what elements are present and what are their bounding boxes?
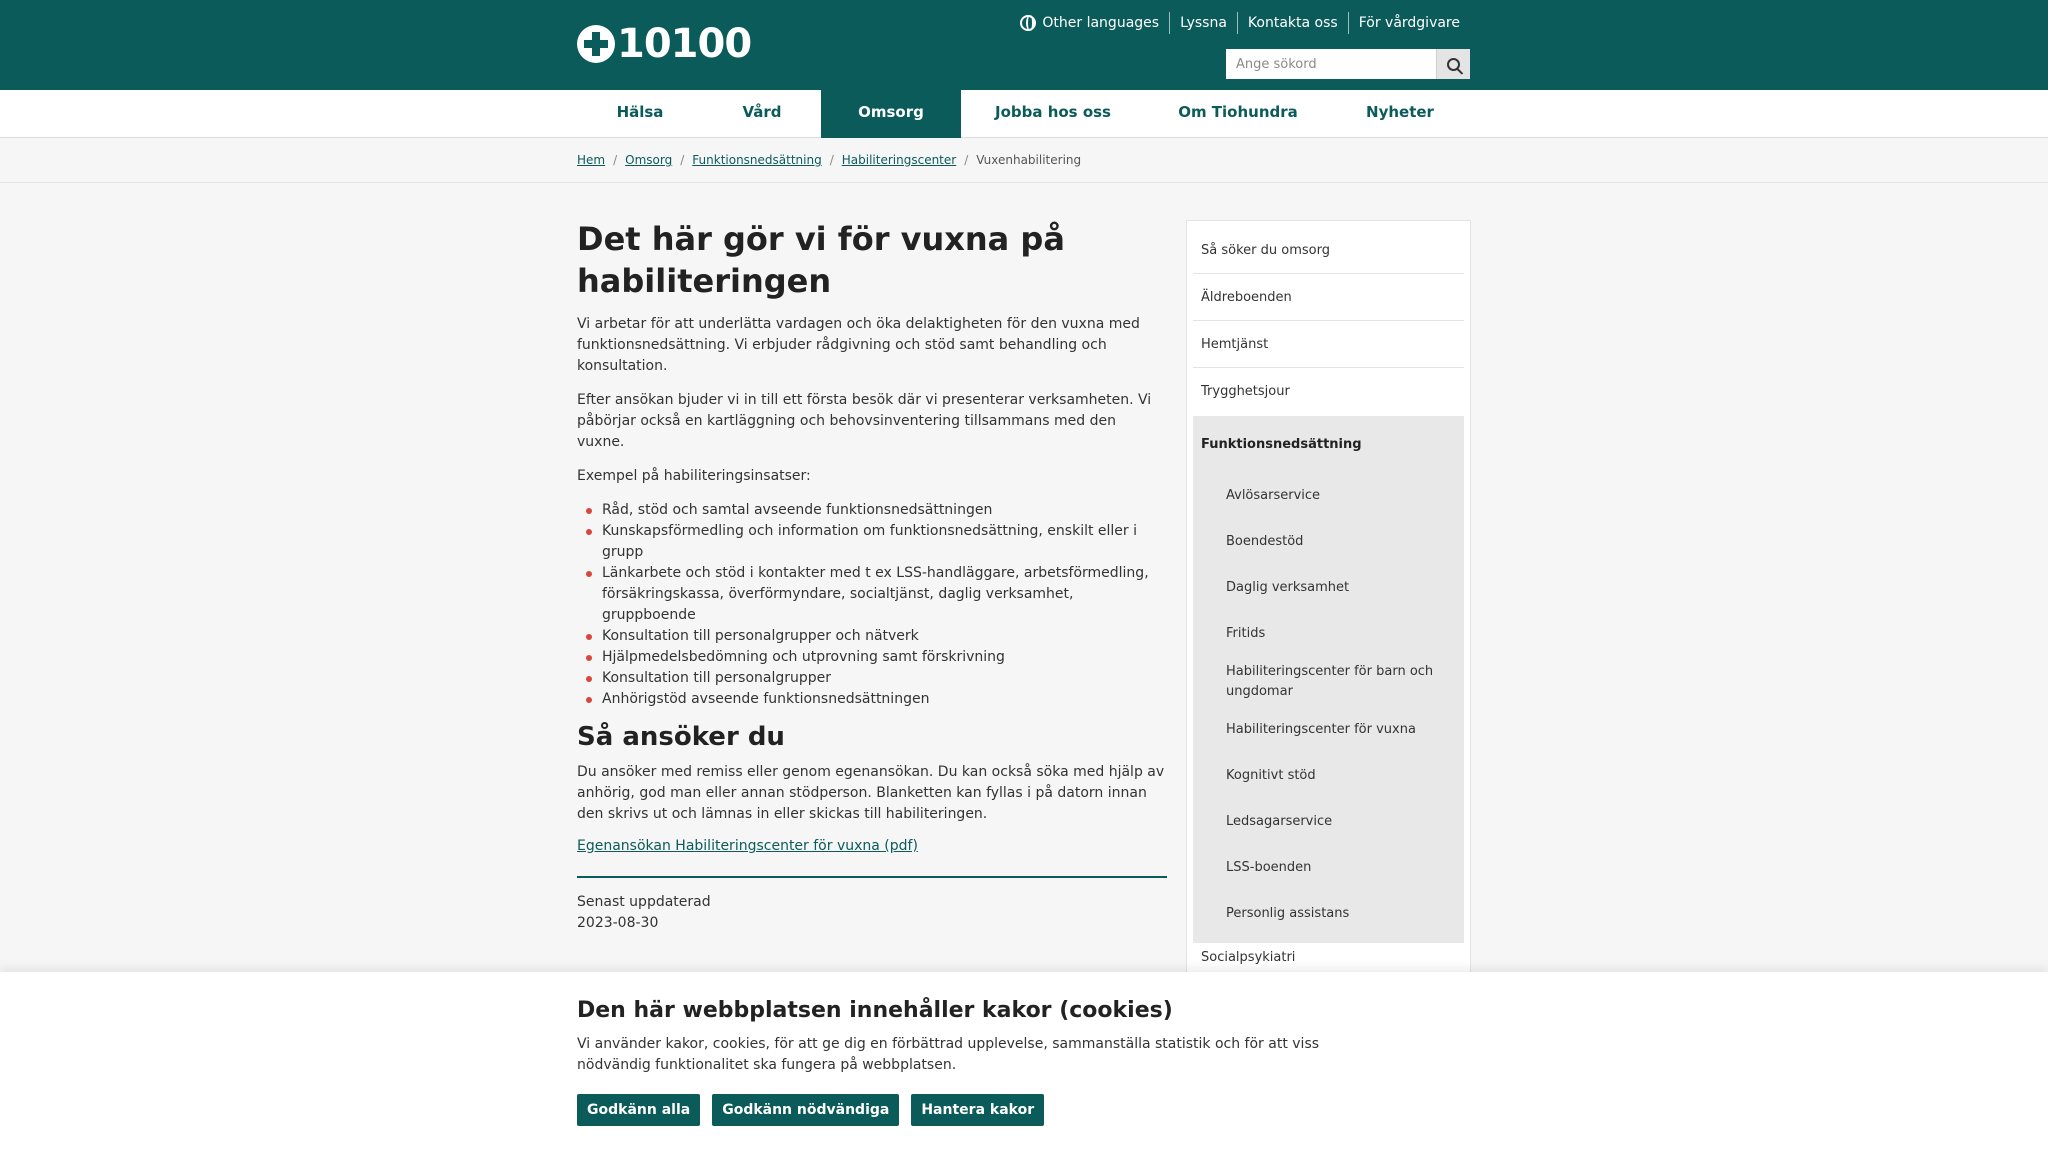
- list-item: Anhörigstöd avseende funktionsnedsättningen: [577, 689, 1167, 710]
- list-item: Kunskapsförmedling och information om funktionsnedsättning, enskilt eller i grupp: [577, 521, 1167, 563]
- accept-all-button[interactable]: Godkänn alla: [577, 1094, 700, 1126]
- sidebar-item-hemtjanst[interactable]: Hemtjänst: [1193, 321, 1464, 368]
- breadcrumb-current: Vuxenhabilitering: [976, 153, 1082, 167]
- list-item: Råd, stöd och samtal avseende funktionsnedsättningen: [577, 500, 1167, 521]
- search-input[interactable]: [1226, 49, 1436, 79]
- breadcrumb-bar: [0, 139, 2048, 183]
- list-item: Länkarbete och stöd i kontakter med t ex LSS-handläggare, arbetsförmedling, försäkringskassa, överförmyndare, socialtjänst, daglig verksamhet, gruppboende: [577, 563, 1167, 626]
- visit-paragraph: Efter ansökan bjuder vi in till ett första besök där vi presenterar verksamheten. Vi påbörjar också en kartläggning och behovsinventering tillsammans med den vuxne.: [577, 392, 1152, 450]
- nav-item-halsa[interactable]: Hälsa: [616, 103, 664, 121]
- manage-cookies-button[interactable]: Hantera kakor: [911, 1094, 1044, 1126]
- sidebar-item-aldreboenden[interactable]: Äldreboenden: [1193, 274, 1464, 321]
- sidebar-item-sa-soker-du-omsorg[interactable]: Så söker du omsorg: [1193, 227, 1464, 274]
- logo-text: 10100: [617, 21, 752, 67]
- sidebar-subitem-lss-boenden[interactable]: LSS-boenden: [1226, 860, 1312, 875]
- intro-paragraph: Vi arbetar för att underlätta vardagen och öka delaktigheten för den vuxna med funktionsnedsättning. Vi erbjuder rådgivning och stöd samt behandling och konsultation.: [577, 316, 1140, 374]
- cookie-banner: [0, 972, 2048, 1152]
- sidebar-item-funktionsnedsattning[interactable]: Funktionsnedsättning: [1201, 437, 1362, 452]
- nav-item-vard[interactable]: Vård: [742, 103, 782, 121]
- globe-icon: [1020, 15, 1036, 31]
- search-icon: [1447, 58, 1460, 71]
- cookie-text: Vi använder kakor, cookies, för att ge dig en förbättrad upplevelse, sammanställa statistik och för att viss nödvändig funktionalitet ska fungera på webbplatsen.: [577, 1036, 1320, 1073]
- cookie-title: Den här webbplatsen innehåller kakor (cookies): [577, 998, 1173, 1023]
- sidebar-subitem-boendestod[interactable]: Boendestöd: [1226, 534, 1304, 549]
- main-content: [577, 218, 1167, 934]
- sidebar-subitem-kognitivt-stod[interactable]: Kognitivt stöd: [1226, 768, 1316, 783]
- breadcrumb-separator: /: [829, 153, 834, 167]
- breadcrumb-separator: /: [680, 153, 685, 167]
- nav-item-jobba-hos-oss[interactable]: Jobba hos oss: [994, 103, 1111, 121]
- examples-list: [577, 500, 1167, 710]
- content-divider: [577, 876, 1167, 878]
- other-languages-link[interactable]: [1010, 12, 1169, 34]
- sidebar-group-funktionsnedsattning: [1193, 416, 1464, 943]
- sidebar-subitem-personlig-assistans[interactable]: Personlig assistans: [1226, 906, 1350, 921]
- breadcrumb-link-funktionsnedsattning[interactable]: Funktionsnedsättning: [692, 153, 822, 167]
- breadcrumb-separator: /: [613, 153, 618, 167]
- list-item: Konsultation till personalgrupper: [577, 668, 1167, 689]
- page-title: Det här gör vi för vuxna på habiliteringen: [577, 220, 1065, 300]
- examples-label: Exempel på habiliteringsinsatser:: [577, 468, 811, 484]
- sidebar-subitem-habiliteringscenter-barn[interactable]: Habiliteringscenter för barn och ungdomar: [1226, 664, 1434, 699]
- breadcrumb-link-omsorg[interactable]: Omsorg: [625, 153, 673, 167]
- list-item: Konsultation till personalgrupper och nätverk: [577, 626, 1167, 647]
- breadcrumb-separator: /: [964, 153, 969, 167]
- site-header: [0, 0, 2048, 90]
- sidebar-item-socialpsykiatri[interactable]: Socialpsykiatri: [1201, 950, 1296, 965]
- breadcrumb-link-hem[interactable]: Hem: [577, 153, 606, 167]
- breadcrumb: [577, 153, 1081, 167]
- nav-item-nyheter[interactable]: Nyheter: [1366, 103, 1434, 121]
- site-logo[interactable]: [577, 21, 752, 67]
- apply-heading: Så ansöker du: [577, 722, 785, 752]
- search-form: [1226, 49, 1470, 79]
- sidebar-subitem-daglig-verksamhet[interactable]: Daglig verksamhet: [1226, 580, 1350, 595]
- sidebar-subitem-habiliteringscenter-vuxna[interactable]: Habiliteringscenter för vuxna: [1226, 722, 1416, 737]
- nav-item-omsorg[interactable]: Omsorg: [821, 90, 961, 138]
- section-sidebar: [1186, 220, 1471, 980]
- breadcrumb-link-habiliteringscenter[interactable]: Habiliteringscenter: [841, 153, 957, 167]
- for-caregivers-link[interactable]: För vårdgivare: [1348, 12, 1470, 34]
- listen-link[interactable]: Lyssna: [1169, 12, 1237, 34]
- plus-cross-icon: [577, 25, 615, 63]
- search-button[interactable]: [1436, 49, 1470, 79]
- last-updated-label: Senast uppdaterad: [577, 894, 711, 910]
- last-updated-date: 2023-08-30: [577, 915, 659, 931]
- sidebar-subitem-fritids[interactable]: Fritids: [1226, 626, 1266, 641]
- sidebar-subitem-ledsagarservice[interactable]: Ledsagarservice: [1226, 814, 1333, 829]
- sidebar-subitem-avlosarservice[interactable]: Avlösarservice: [1226, 488, 1321, 503]
- apply-paragraph: Du ansöker med remiss eller genom egenansökan. Du kan också söka med hjälp av anhörig, god man eller annan stödperson. Blanketten kan fyllas i på datorn innan den skrivs ut och lämnas in eller skickas till habiliteringen.: [577, 764, 1165, 822]
- accept-necessary-button[interactable]: Godkänn nödvändiga: [712, 1094, 899, 1126]
- main-navigation: [0, 90, 2048, 138]
- self-application-pdf-link[interactable]: Egenansökan Habiliteringscenter för vuxna (pdf): [577, 838, 918, 854]
- contact-link[interactable]: Kontakta oss: [1237, 12, 1348, 34]
- list-item: Hjälpmedelsbedömning och utprovning samt förskrivning: [577, 647, 1167, 668]
- other-languages-label: Other languages: [1042, 15, 1160, 31]
- sidebar-item-trygghetsjour[interactable]: Trygghetsjour: [1201, 384, 1290, 399]
- cookie-buttons: [577, 1094, 1044, 1126]
- utility-links: [1010, 12, 1470, 34]
- nav-item-om-tiohundra[interactable]: Om Tiohundra: [1178, 103, 1298, 121]
